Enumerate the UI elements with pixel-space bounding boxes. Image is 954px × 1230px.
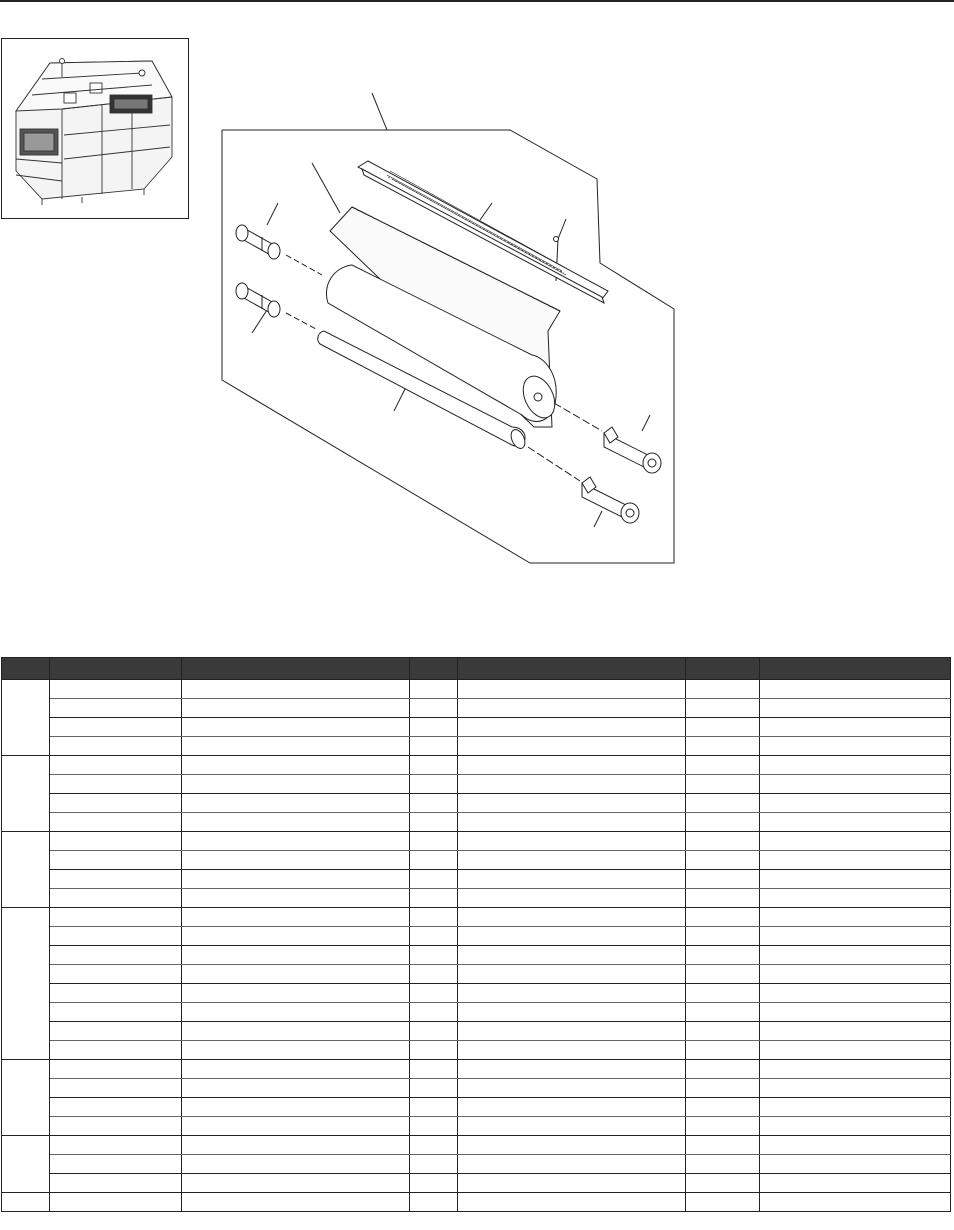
- table-cell: [686, 1041, 760, 1060]
- table-cell: [458, 1098, 686, 1117]
- table-cell: [686, 718, 760, 737]
- table-cell: [50, 794, 182, 813]
- table-cell: [410, 756, 458, 775]
- table-cell: [686, 1155, 760, 1174]
- table-cell: [182, 813, 410, 832]
- table-row: [2, 1136, 951, 1155]
- table-cell: [760, 737, 951, 756]
- table-cell: [760, 1155, 951, 1174]
- table-cell: [182, 1193, 410, 1212]
- table-row: [2, 756, 951, 775]
- table-cell: [760, 1174, 951, 1193]
- table-cell: [760, 794, 951, 813]
- table-cell: [686, 699, 760, 718]
- table-cell: [458, 984, 686, 1003]
- table-row: [2, 1041, 951, 1060]
- table-cell: [410, 794, 458, 813]
- table-cell: [50, 680, 182, 699]
- table-cell: [686, 680, 760, 699]
- table-cell: [458, 813, 686, 832]
- table-row: [2, 870, 951, 889]
- table-cell: [458, 1003, 686, 1022]
- table-cell: [686, 1022, 760, 1041]
- table-cell: [50, 889, 182, 908]
- table-cell: [182, 1041, 410, 1060]
- table-cell: [410, 718, 458, 737]
- table-cell: [50, 927, 182, 946]
- table-cell: [458, 870, 686, 889]
- table-cell: [458, 1079, 686, 1098]
- table-row: [2, 1155, 951, 1174]
- ref-number-cell: [2, 1193, 50, 1212]
- exploded-view-diagram: [212, 85, 692, 570]
- table-cell: [50, 1136, 182, 1155]
- table-row: [2, 889, 951, 908]
- table-cell: [760, 718, 951, 737]
- table-cell: [458, 1155, 686, 1174]
- table-cell: [686, 1193, 760, 1212]
- table-cell: [50, 908, 182, 927]
- table-cell: [760, 756, 951, 775]
- column-header: [182, 658, 410, 680]
- table-cell: [50, 813, 182, 832]
- table-cell: [686, 1079, 760, 1098]
- table-cell: [410, 965, 458, 984]
- table-cell: [686, 775, 760, 794]
- table-cell: [760, 699, 951, 718]
- table-cell: [410, 1041, 458, 1060]
- table-cell: [182, 870, 410, 889]
- table-cell: [458, 965, 686, 984]
- table-row: [2, 1174, 951, 1193]
- table-cell: [686, 813, 760, 832]
- table-cell: [760, 1136, 951, 1155]
- table-cell: [686, 889, 760, 908]
- table-cell: [458, 1060, 686, 1079]
- table-cell: [760, 1041, 951, 1060]
- table-cell: [182, 737, 410, 756]
- table-cell: [760, 1079, 951, 1098]
- table-cell: [182, 984, 410, 1003]
- table-row: [2, 775, 951, 794]
- table-cell: [410, 737, 458, 756]
- table-cell: [760, 1003, 951, 1022]
- table-row: [2, 813, 951, 832]
- table-cell: [760, 1193, 951, 1212]
- table-cell: [760, 1098, 951, 1117]
- table-row: [2, 851, 951, 870]
- table-cell: [410, 1155, 458, 1174]
- table-cell: [458, 1022, 686, 1041]
- top-rule: [0, 0, 954, 2]
- table-cell: [686, 794, 760, 813]
- table-cell: [50, 1193, 182, 1212]
- table-cell: [760, 908, 951, 927]
- table-cell: [182, 1174, 410, 1193]
- table-cell: [410, 1193, 458, 1212]
- table-cell: [182, 1117, 410, 1136]
- table-cell: [458, 946, 686, 965]
- table-cell: [760, 889, 951, 908]
- right-end-cap-upper: [604, 427, 661, 473]
- table-cell: [182, 851, 410, 870]
- table-row: [2, 680, 951, 699]
- table-cell: [458, 1117, 686, 1136]
- table-cell: [182, 680, 410, 699]
- table-cell: [410, 680, 458, 699]
- table-cell: [410, 832, 458, 851]
- table-cell: [686, 927, 760, 946]
- parts-table-body: [2, 680, 951, 1212]
- table-cell: [182, 718, 410, 737]
- table-cell: [50, 984, 182, 1003]
- table-cell: [458, 889, 686, 908]
- table-row: [2, 908, 951, 927]
- table-row: [2, 737, 951, 756]
- table-row: [2, 794, 951, 813]
- table-cell: [458, 737, 686, 756]
- table-cell: [686, 965, 760, 984]
- table-cell: [686, 946, 760, 965]
- table-cell: [50, 1041, 182, 1060]
- table-cell: [182, 1136, 410, 1155]
- table-cell: [182, 1098, 410, 1117]
- table-cell: [182, 1060, 410, 1079]
- ref-number-cell: [2, 1060, 50, 1136]
- table-cell: [182, 1155, 410, 1174]
- table-cell: [686, 756, 760, 775]
- table-row: [2, 1117, 951, 1136]
- column-header: [686, 658, 760, 680]
- table-cell: [410, 889, 458, 908]
- table-cell: [458, 794, 686, 813]
- table-cell: [458, 718, 686, 737]
- table-header-row: [2, 658, 951, 680]
- table-row: [2, 1079, 951, 1098]
- table-row: [2, 946, 951, 965]
- parts-table: [1, 657, 951, 1212]
- table-cell: [686, 870, 760, 889]
- table-cell: [410, 1117, 458, 1136]
- table-cell: [686, 737, 760, 756]
- table-cell: [760, 946, 951, 965]
- table-cell: [410, 1022, 458, 1041]
- table-cell: [760, 965, 951, 984]
- table-cell: [458, 851, 686, 870]
- table-cell: [182, 927, 410, 946]
- table-cell: [458, 927, 686, 946]
- table-row: [2, 927, 951, 946]
- table-cell: [458, 1174, 686, 1193]
- table-cell: [50, 699, 182, 718]
- table-cell: [410, 775, 458, 794]
- table-cell: [50, 1117, 182, 1136]
- table-cell: [760, 851, 951, 870]
- table-cell: [458, 775, 686, 794]
- table-cell: [50, 1098, 182, 1117]
- table-cell: [686, 1060, 760, 1079]
- table-cell: [686, 1117, 760, 1136]
- table-row: [2, 718, 951, 737]
- table-cell: [410, 699, 458, 718]
- table-cell: [458, 1193, 686, 1212]
- table-cell: [760, 1117, 951, 1136]
- table-cell: [182, 1022, 410, 1041]
- table-cell: [760, 1022, 951, 1041]
- ref-number-cell: [2, 756, 50, 832]
- table-cell: [50, 1022, 182, 1041]
- table-row: [2, 1098, 951, 1117]
- table-cell: [686, 1098, 760, 1117]
- table-cell: [182, 832, 410, 851]
- table-cell: [410, 813, 458, 832]
- table-cell: [410, 851, 458, 870]
- table-cell: [458, 699, 686, 718]
- machine-overview-drawing: [2, 39, 188, 218]
- table-cell: [686, 1174, 760, 1193]
- table-cell: [50, 851, 182, 870]
- table-cell: [410, 1098, 458, 1117]
- table-cell: [50, 1003, 182, 1022]
- table-row: [2, 1022, 951, 1041]
- table-cell: [182, 1003, 410, 1022]
- table-cell: [50, 1174, 182, 1193]
- left-end-cap-lower: [236, 283, 280, 317]
- table-cell: [50, 870, 182, 889]
- location-thumbnail: [1, 38, 189, 219]
- table-cell: [458, 680, 686, 699]
- exploded-view-drawing: [212, 85, 692, 570]
- table-cell: [50, 1079, 182, 1098]
- table-cell: [760, 775, 951, 794]
- table-cell: [760, 1060, 951, 1079]
- table-cell: [760, 813, 951, 832]
- table-cell: [182, 889, 410, 908]
- table-cell: [50, 737, 182, 756]
- table-cell: [182, 756, 410, 775]
- table-cell: [410, 927, 458, 946]
- column-header: [760, 658, 951, 680]
- table-cell: [410, 1079, 458, 1098]
- table-cell: [182, 699, 410, 718]
- left-end-cap-upper: [236, 225, 280, 259]
- table-cell: [410, 908, 458, 927]
- table-cell: [686, 851, 760, 870]
- table-cell: [760, 832, 951, 851]
- table-row: [2, 1003, 951, 1022]
- table-cell: [50, 775, 182, 794]
- right-end-cap-lower: [582, 477, 639, 523]
- table-cell: [686, 832, 760, 851]
- table-cell: [410, 1003, 458, 1022]
- table-cell: [182, 908, 410, 927]
- column-header: [458, 658, 686, 680]
- ref-number-cell: [2, 680, 50, 756]
- table-cell: [410, 1174, 458, 1193]
- table-cell: [410, 1060, 458, 1079]
- table-cell: [686, 984, 760, 1003]
- table-cell: [458, 832, 686, 851]
- table-cell: [686, 1136, 760, 1155]
- ref-number-cell: [2, 832, 50, 908]
- table-cell: [50, 965, 182, 984]
- table-cell: [50, 946, 182, 965]
- table-cell: [686, 908, 760, 927]
- table-cell: [50, 1155, 182, 1174]
- table-row: [2, 699, 951, 718]
- ref-number-cell: [2, 1136, 50, 1193]
- column-header: [2, 658, 50, 680]
- table-cell: [182, 1079, 410, 1098]
- table-row: [2, 1060, 951, 1079]
- table-cell: [50, 718, 182, 737]
- ref-number-cell: [2, 908, 50, 1060]
- table-row: [2, 965, 951, 984]
- table-row: [2, 832, 951, 851]
- table-cell: [410, 1136, 458, 1155]
- table-cell: [458, 1041, 686, 1060]
- table-cell: [410, 870, 458, 889]
- table-cell: [458, 1136, 686, 1155]
- table-cell: [458, 908, 686, 927]
- table-cell: [182, 946, 410, 965]
- table-cell: [760, 680, 951, 699]
- table-cell: [760, 927, 951, 946]
- table-row: [2, 1193, 951, 1212]
- column-header: [410, 658, 458, 680]
- table-cell: [686, 1003, 760, 1022]
- table-cell: [410, 946, 458, 965]
- table-cell: [760, 984, 951, 1003]
- table-cell: [458, 756, 686, 775]
- column-header: [50, 658, 182, 680]
- table-cell: [182, 794, 410, 813]
- table-cell: [50, 832, 182, 851]
- table-cell: [50, 756, 182, 775]
- table-cell: [50, 1060, 182, 1079]
- table-cell: [760, 870, 951, 889]
- table-cell: [182, 965, 410, 984]
- table-cell: [182, 775, 410, 794]
- table-row: [2, 984, 951, 1003]
- table-cell: [410, 984, 458, 1003]
